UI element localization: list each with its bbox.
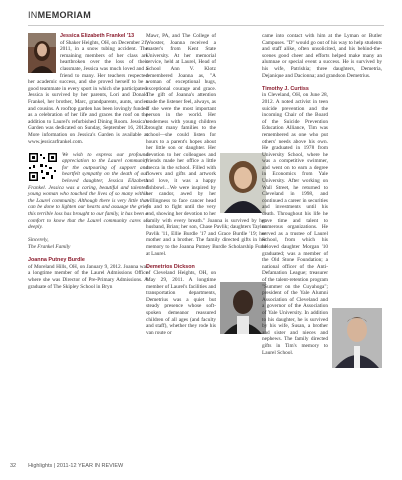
photo-jessica-frankel bbox=[28, 33, 56, 73]
publication-name: Highlights | 2011-12 YEAR IN REVIEW bbox=[28, 463, 124, 469]
obituary-text-joanna-burdle-part2: Mawr, PA, and The College of Wooster, Joanna received a master's from Kent State University. At her memorial service, held at Laurel, Head of School Ann V. Klotz remembered Joanna as, "A woman of exceptional hugs, exceptional courage and grace. The gift of Joanna's attention made the listener feel, always, as if she were the most important person in the world. Her tenderness with young children brought many families to the school—she could listen for hours to a parent's hopes about her little son or daughter. Her devotion to her colleagues and friends made her office a little mecca in the school. Filled with flowers and gifts and artwork and love, it was a happy fishbowl…We were inspired by her candor, awed by her willingness to face cancer head on and to fight until the very end, showing her devotion to her family with every breath." Joanna is survived by her husband, Brian; her son, Chase Pavlik; daughters Taylor Pavlik '11, Ellie Burdle '17 and Grace Burdle '19; her mother and a brother. The family directed gifts in her memory to the Joanna Putney Burdle Scholarship Fund at Laurel. bbox=[146, 33, 266, 257]
obituary-heading-joanna-burdle: Joanna Putney Burdle bbox=[28, 257, 85, 264]
obituary-text-demetrios-dickson-cont: came into contact with him at the Lyman or Butler Campuses. "D" would go out of his way to help students and staff alike, often unsolicited, and his behind-the-scenes good cheer and efforts helped make many an alumnae or special event a success. He is survived by his wife, Patrishia; three daughters, Demetria, Dejanique and Dacionna; and grandson Demetrius. bbox=[262, 33, 382, 79]
header-rule bbox=[28, 25, 384, 26]
qr-code bbox=[28, 152, 58, 182]
column-1 bbox=[28, 33, 148, 297]
column-2 bbox=[146, 33, 266, 343]
obituary-text-demetrios-dickson: of Cleveland Heights, OH, on May 29, 2011. A longtime member of Laurel's facilities and transportation departments, Demetrius was a quiet but steady presence whose soft-spoken demeanor reassured children of all ages (and faculty and staff), whether they rode his van route or bbox=[146, 270, 216, 336]
column-3 bbox=[262, 33, 382, 370]
obituary-text-timothy-curtiss: in Cleveland, OH, on June 28, 2012. A noted activist in teen suicide prevention and the incoming Chair of the Board of the Suicide Prevention Education Alliance, Tim was remembered as one who put others' needs above his own. He graduated in 1978 from University School, where he was a competitive swimmer, and went on to earn a degree in Economics from Yale University. After working on Wall Street, he returned to Cleveland in 1998, and continued a career in securities and investments until his death. Throughout his life he gave time and talent to numerous organizations. He served as a trustee of Laurel School, from which his beloved daughter Morgan '10 graduated; was a member of the Old Stone Foundation; a national officer of the Anti-Defamation League; treasurer of the talent-retention program "Summer on the Cuyahoga"; president of the Yale Alumni Association of Cleveland and a governor of the Association of Yale University. In addition to his daughter, he is survived by his wife, Susan, a brother and sister and nieces and nephews. The family directed gifts in Tim's memory to Laurel School. bbox=[262, 92, 328, 356]
obituary-text-jessica-frankel: of Shaker Heights, OH, on December 21, 2011, in a snow tubing accident. The remaining members of her class are heartbroken over the loss of their classmate, Jessica was much loved and a friend to many. Her teachers respected her academic success, and she proved herself to be a good teammate in every sport in which she participated. Jessica is survived by her parents, Lori and Donald Frankel, her brother, Marc, grandparents, aunts, uncles and cousins. A rooftop garden has been lovingly funded as a celebration of her life and graces the roof on the addition to Laurel's refurbished Dining Room. Jessica's Garden was dedicated on Sunday, September 16, 2012. More information on Jessica's Garden is available at www.jessicarfrankel.com. bbox=[28, 39, 148, 145]
section-header-prefix: IN bbox=[28, 10, 38, 20]
message-signature: The Frankel Family bbox=[28, 244, 71, 250]
message-closing: Sincerely, bbox=[28, 237, 49, 244]
page-footer bbox=[10, 463, 123, 469]
obituary-heading-demetrios-dickson: Demetrios Dickson bbox=[146, 263, 195, 270]
obituary-heading-jessica-frankel: Jessica Elizabeth Frankel '13 bbox=[60, 33, 135, 39]
section-header bbox=[28, 10, 91, 20]
photo-joanna-burdle bbox=[220, 153, 266, 213]
obituary-heading-timothy-curtiss: Timothy J. Curtiss bbox=[262, 85, 309, 92]
section-header-title: MEMORIAM bbox=[37, 10, 92, 20]
obituary-text-joanna-burdle-part1: of Moreland Hills, OH, on January 9, 2012. Joanna was a longtime member of the Laurel Admissions Office where she was Director of Pre-Primary Admissions. A graduate of The Skipley School in Bryn bbox=[28, 263, 148, 290]
frankel-family-message: We wish to express our profound appreciation to the Laurel community for the outpouring of support and heartfelt sympathy on the death of our beloved daughter, Jessica Elizabeth Frankel. Jessica was a caring, beautiful and talented young woman who touched the lives of so many within the Laurel community. Although there is very little that can be done to lighten our hearts and assuage the grief this terrible loss has brought to our family, it has been a comfort to know that the Laurel community cares so deeply. bbox=[28, 151, 148, 231]
page-number: 32 bbox=[10, 463, 17, 469]
photo-timothy-curtiss bbox=[332, 308, 382, 368]
photo-demetrios-dickson bbox=[220, 282, 266, 334]
